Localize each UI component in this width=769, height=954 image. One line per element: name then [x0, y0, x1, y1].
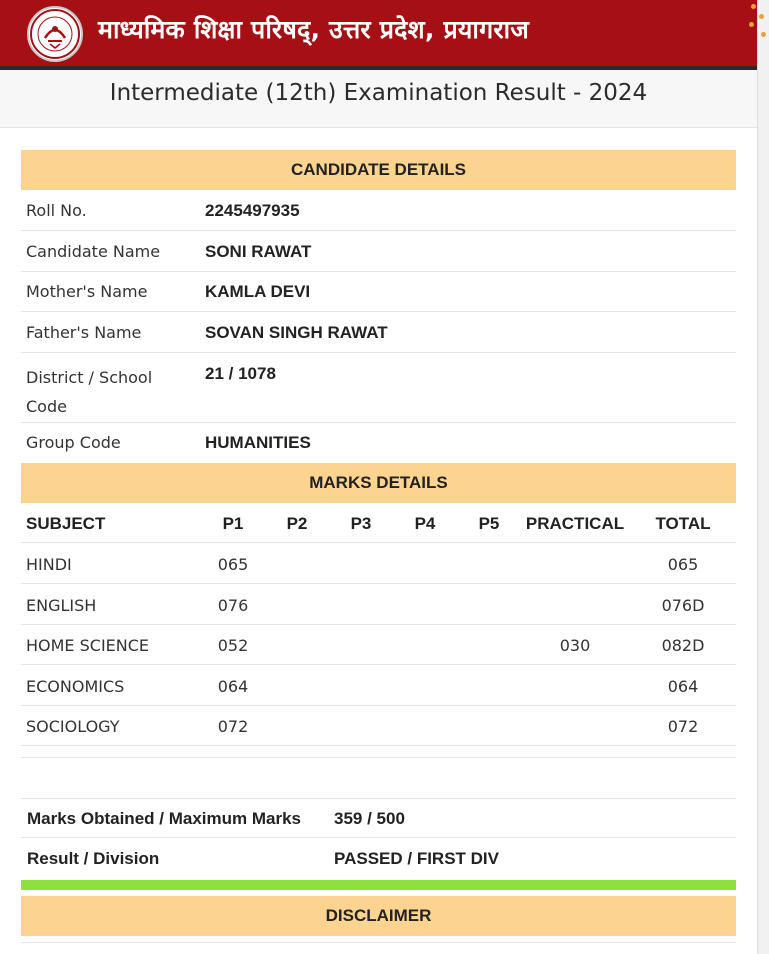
summary-label: Marks Obtained / Maximum Marks [27, 809, 301, 828]
subject-name: ECONOMICS [26, 677, 125, 696]
column-header-p4: P4 [414, 514, 436, 533]
disclaimer-divider [21, 942, 736, 943]
mark-total: 076D [661, 596, 705, 615]
detail-row-mother-name [21, 272, 736, 312]
marks-table-header [21, 503, 736, 543]
column-header-p3: P3 [350, 514, 372, 533]
board-logo-icon [27, 6, 83, 62]
candidate-details-header: CANDIDATE DETAILS [21, 150, 736, 190]
subject-name: HOME SCIENCE [26, 636, 150, 655]
mark-total: 065 [667, 555, 699, 574]
detail-value: HUMANITIES [205, 433, 311, 452]
mark-p1: 064 [217, 677, 249, 696]
detail-label: Mother's Name [26, 282, 148, 301]
column-header-subject: SUBJECT [26, 514, 106, 533]
detail-row-father-name [21, 312, 736, 353]
detail-value: KAMLA DEVI [205, 282, 311, 301]
page-title: Intermediate (12th) Examination Result - 2024 [109, 80, 648, 106]
detail-row-candidate-name [21, 231, 736, 272]
mark-total: 064 [667, 677, 699, 696]
detail-value: 21 / 1078 [205, 364, 276, 383]
marks-row-home-science [21, 625, 736, 665]
mark-total: 082D [661, 636, 705, 655]
summary-row-marks [21, 798, 736, 838]
detail-value: 2245497935 [205, 201, 300, 220]
mark-p1: 072 [217, 717, 249, 736]
detail-label: Candidate Name [26, 242, 161, 261]
detail-row-group-code [21, 423, 736, 463]
summary-value: PASSED / FIRST DIV [334, 849, 499, 868]
marks-row-english [21, 585, 736, 625]
table-divider [21, 757, 736, 758]
detail-label: Group Code [26, 433, 121, 452]
column-header-p1: P1 [222, 514, 244, 533]
mark-p1: 052 [217, 636, 249, 655]
column-header-p5: P5 [478, 514, 500, 533]
summary-value: 359 / 500 [334, 809, 405, 828]
mark-p1: 076 [217, 596, 249, 615]
result-status-bar [21, 880, 736, 890]
detail-value: SOVAN SINGH RAWAT [205, 323, 388, 342]
subject-name: SOCIOLOGY [26, 717, 120, 736]
marks-row-sociology [21, 706, 736, 746]
summary-label: Result / Division [27, 849, 160, 868]
corner-decoration [745, 0, 769, 44]
subject-name: HINDI [26, 555, 72, 574]
marks-row-hindi [21, 544, 736, 584]
page-scrollbar[interactable] [757, 0, 769, 954]
detail-row-district-school-code [21, 353, 736, 423]
detail-value: SONI RAWAT [205, 242, 312, 261]
mark-total: 072 [667, 717, 699, 736]
mark-p1: 065 [217, 555, 249, 574]
subject-name: ENGLISH [26, 596, 97, 615]
column-header-p2: P2 [286, 514, 308, 533]
disclaimer-header: DISCLAIMER [21, 896, 736, 936]
detail-label: Roll No. [26, 201, 87, 220]
marks-details-header: MARKS DETAILS [21, 463, 736, 503]
board-name: माध्यमिक शिक्षा परिषद्, उत्तर प्रदेश, प्रयागराज [98, 15, 529, 44]
column-header-practical: PRACTICAL [525, 514, 625, 533]
mark-practical: 030 [559, 636, 591, 655]
column-header-total: TOTAL [655, 514, 711, 533]
summary-row-result [21, 839, 736, 879]
detail-label: Father's Name [26, 323, 142, 342]
detail-row-roll-no [21, 190, 736, 231]
detail-label: District / School Code [26, 368, 153, 416]
marks-row-economics [21, 666, 736, 706]
